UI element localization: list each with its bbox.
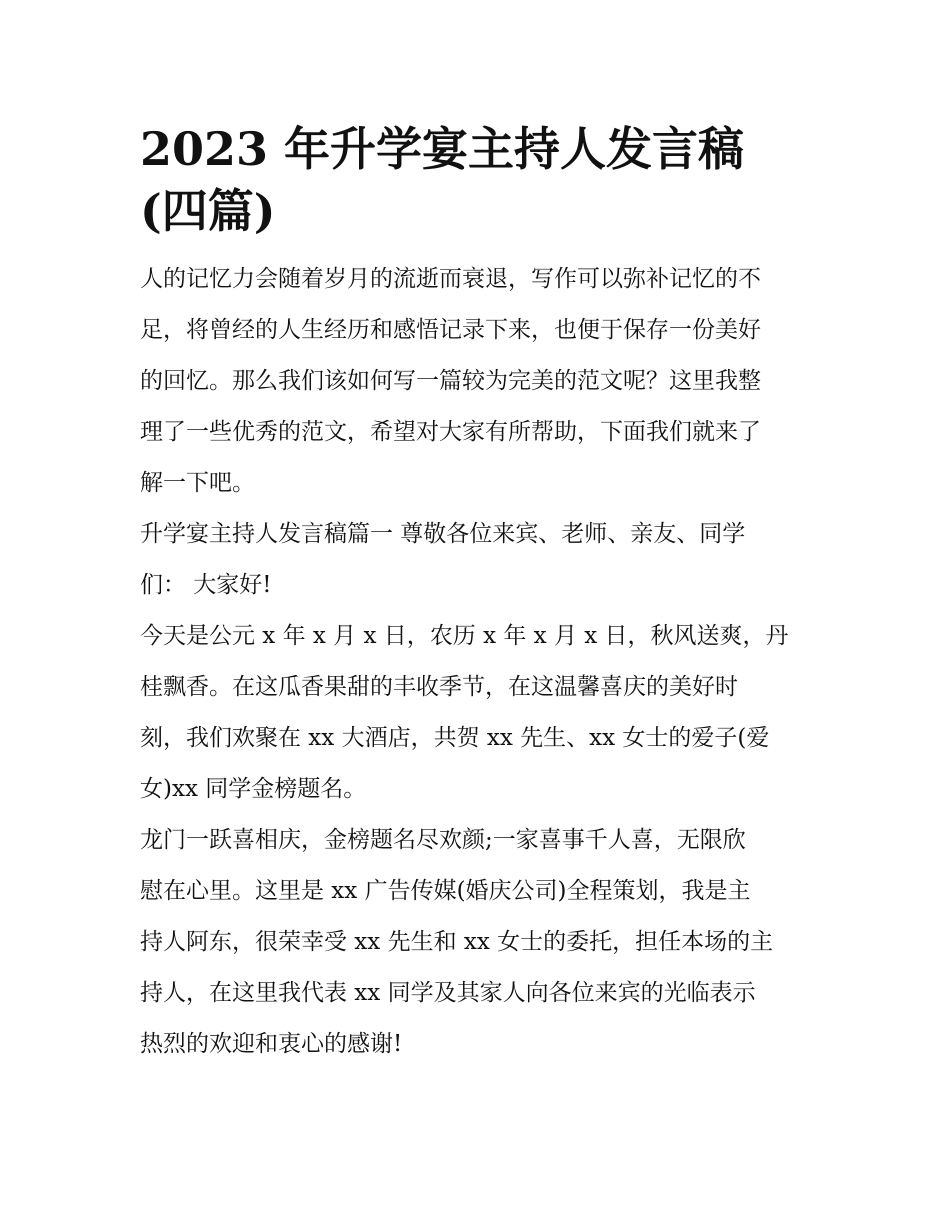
text-line: 升学宴主持人发言稿篇一 尊敬各位来宾、老师、亲友、同学 xyxy=(140,521,746,547)
paragraph-intro xyxy=(140,254,820,509)
paragraph-welcome xyxy=(140,815,820,1070)
title-line: 2023 年升学宴主持人发言稿 xyxy=(140,122,745,176)
text-line: 龙门一跃喜相庆，金榜题名尽欢颜;一家喜事千人喜，无限欣 xyxy=(140,827,746,853)
document-title xyxy=(140,118,820,242)
text-line: 慰在心里。这里是 xx 广告传媒(婚庆公司)全程策划，我是主 xyxy=(140,878,751,904)
text-line: 人的记忆力会随着岁月的流逝而衰退，写作可以弥补记忆的不 xyxy=(140,266,761,292)
title-line: (四篇) xyxy=(140,184,276,238)
text-line: 们： 大家好! xyxy=(140,572,272,598)
text-line: 持人，在这里我代表 xx 同学及其家人向各位来宾的光临表示 xyxy=(140,980,756,1006)
text-line: 的回忆。那么我们该如何写一篇较为完美的范文呢？这里我整 xyxy=(140,368,761,394)
paragraph-date xyxy=(140,611,820,815)
text-line: 刻，我们欢聚在 xx 大酒店，共贺 xx 先生、xx 女士的爱子(爱 xyxy=(140,725,770,751)
text-line: 解一下吧。 xyxy=(140,470,255,496)
document-body xyxy=(140,254,820,1070)
text-line: 热烈的欢迎和衷心的感谢! xyxy=(140,1031,403,1057)
document-page xyxy=(140,118,820,1070)
text-line: 桂飘香。在这瓜香果甜的丰收季节，在这温馨喜庆的美好时 xyxy=(140,674,738,700)
text-line: 持人阿东，很荣幸受 xx 先生和 xx 女士的委托，担任本场的主 xyxy=(140,929,774,955)
text-line: 女)xx 同学金榜题名。 xyxy=(140,776,367,802)
paragraph-greeting xyxy=(140,509,820,611)
text-line: 今天是公元 x 年 x 月 x 日，农历 x 年 x 月 x 日，秋风送爽，丹 xyxy=(140,623,789,649)
text-line: 足，将曾经的人生经历和感悟记录下来，也便于保存一份美好 xyxy=(140,317,761,343)
text-line: 理了一些优秀的范文，希望对大家有所帮助，下面我们就来了 xyxy=(140,419,761,445)
